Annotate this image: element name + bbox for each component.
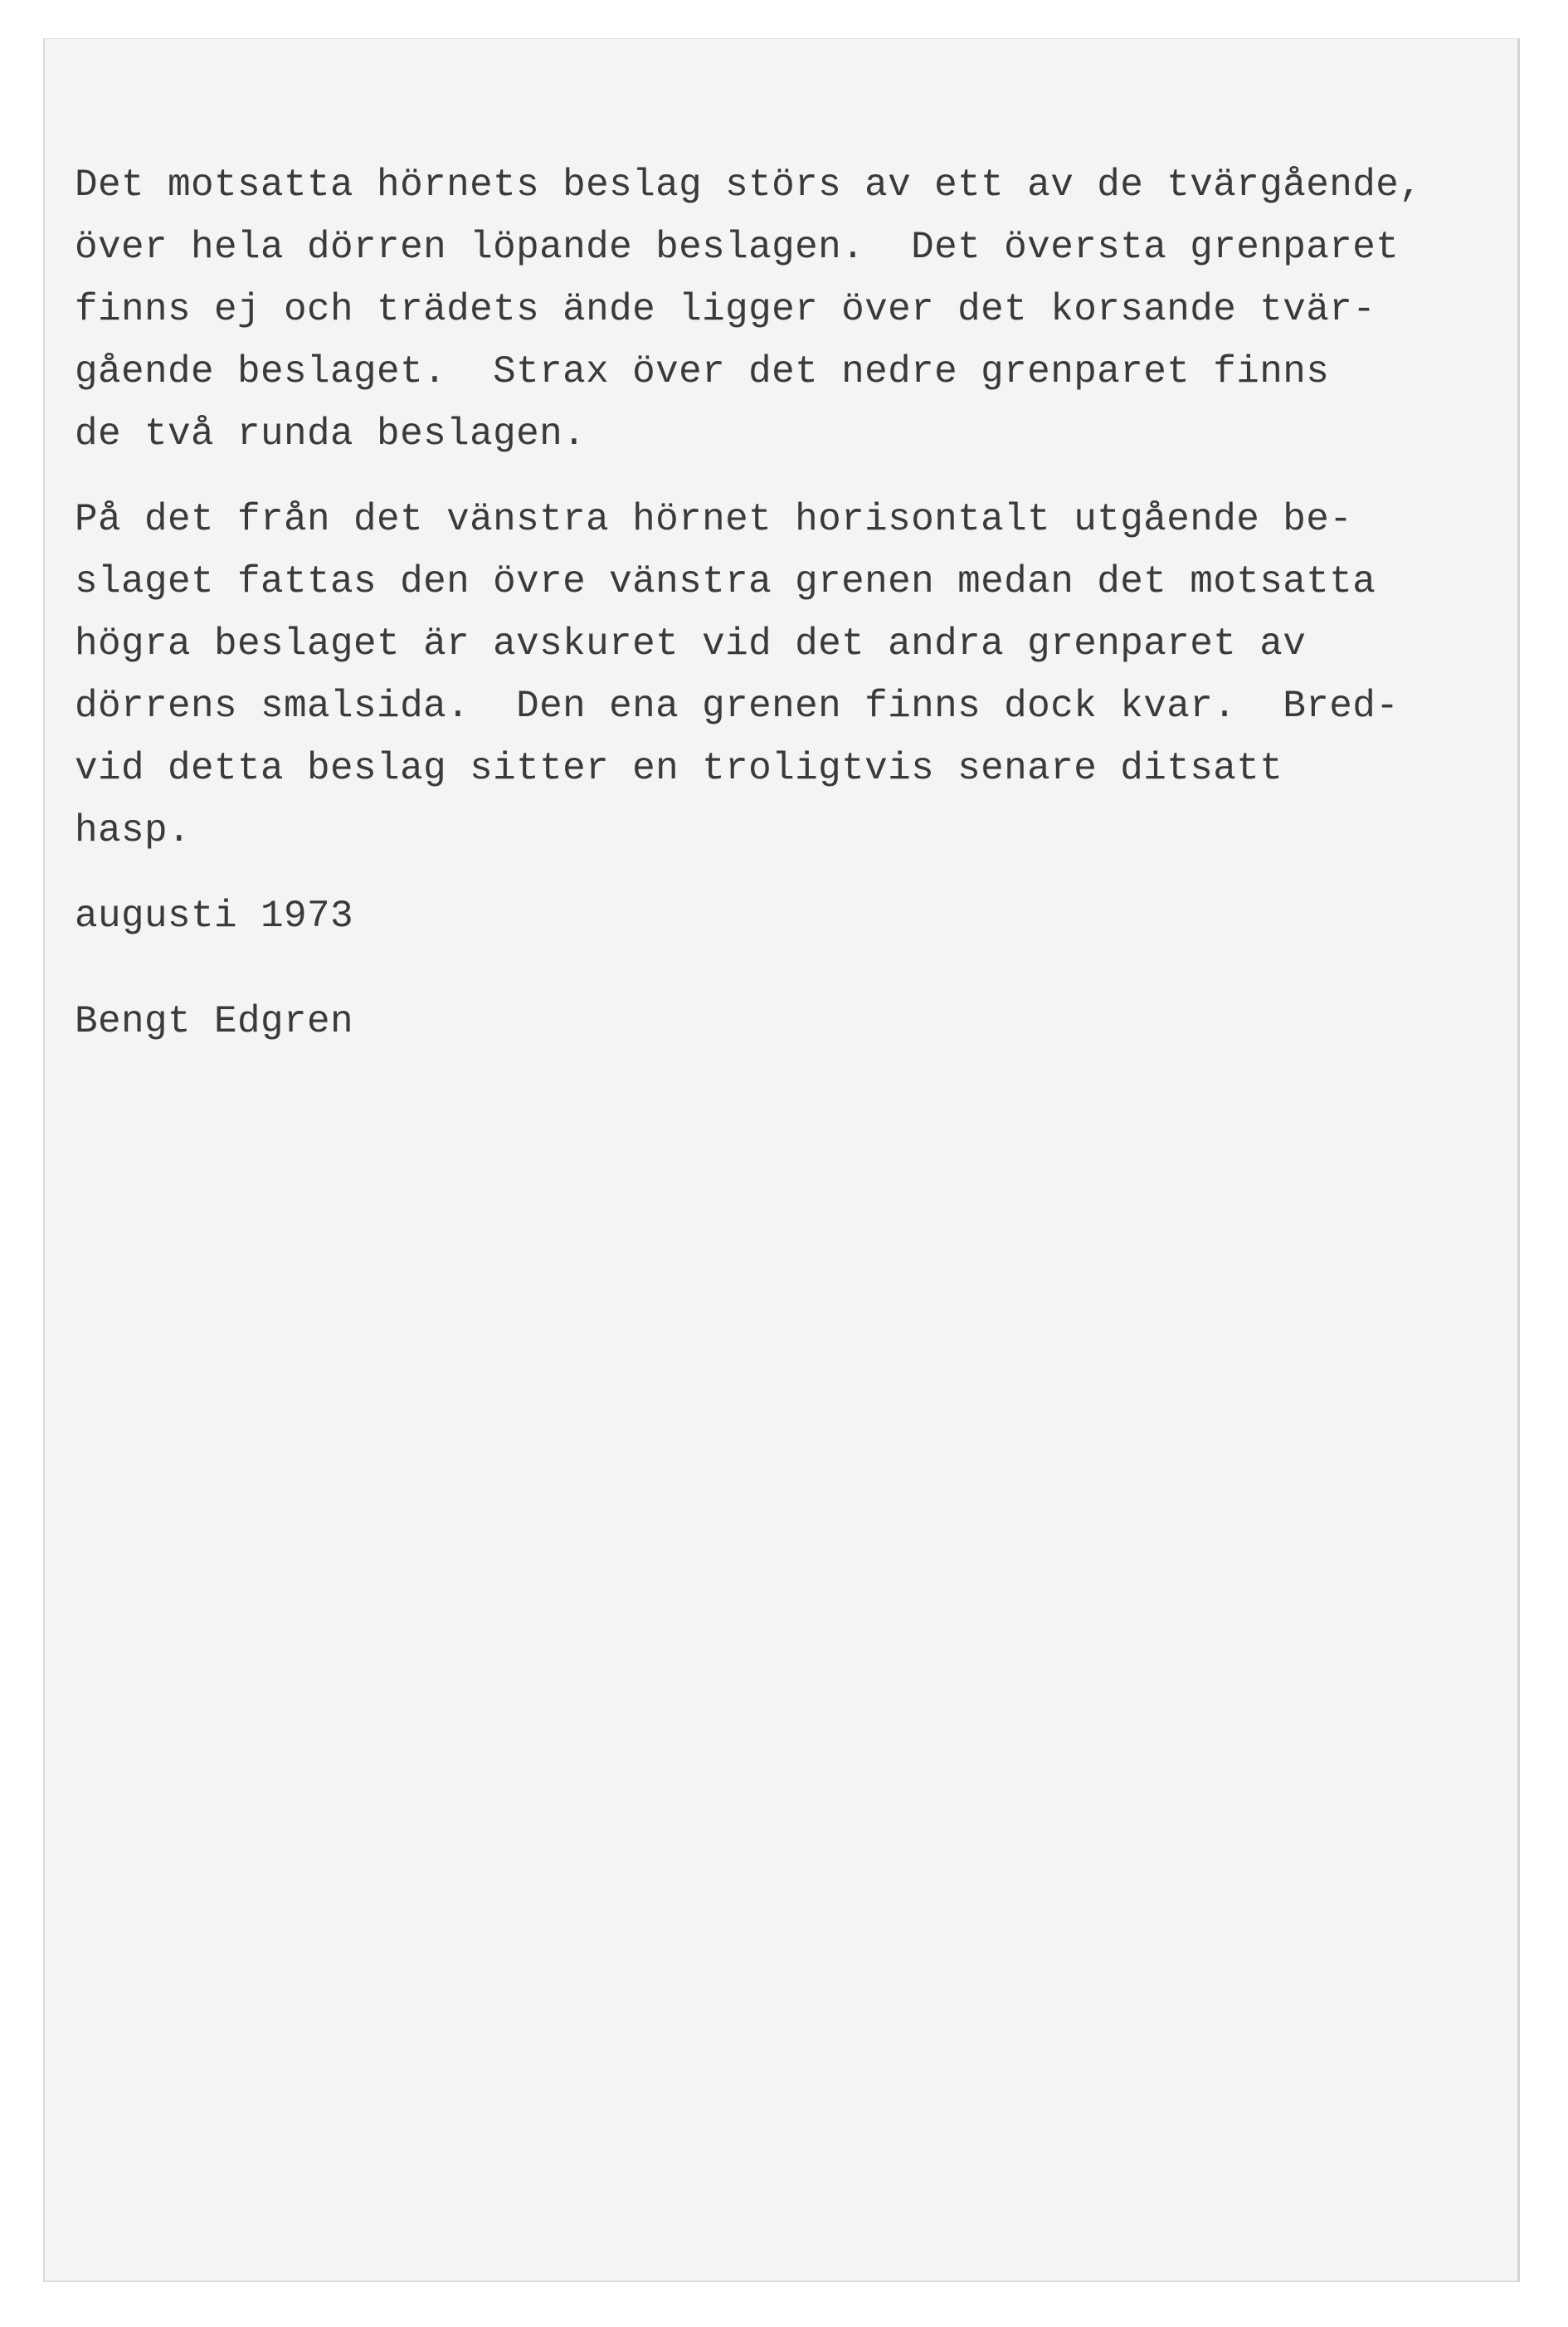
text-line: finns ej och trädets ände ligger över det korsande tvär-: [75, 288, 1376, 331]
paragraph-2: [75, 489, 1535, 862]
text-line: högra beslaget är avskuret vid det andra grenparet av: [75, 622, 1307, 666]
text-line: gående beslaget. Strax över det nedre grenparet finns: [75, 350, 1330, 393]
text-line: över hela dörren löpande beslagen. Det översta grenparet: [75, 226, 1400, 269]
text-line: På det från det vänstra hörnet horisontalt utgående be-: [75, 498, 1353, 541]
author-signature: Bengt Edgren: [75, 1000, 354, 1043]
typed-text-block: [75, 154, 1535, 1053]
document-date: augusti 1973: [75, 895, 354, 938]
text-line: de två runda beslagen.: [75, 412, 587, 456]
text-line: Det motsatta hörnets beslag störs av ett av de tvärgående,: [75, 163, 1423, 207]
paragraph-1: [75, 154, 1535, 466]
text-line: dörrens smalsida. Den ena grenen finns dock kvar. Bred-: [75, 685, 1400, 728]
text-line: slaget fattas den övre vänstra grenen medan det motsatta: [75, 560, 1376, 603]
text-line: vid detta beslag sitter en troligtvis senare ditsatt: [75, 747, 1283, 790]
text-line: hasp.: [75, 809, 192, 852]
